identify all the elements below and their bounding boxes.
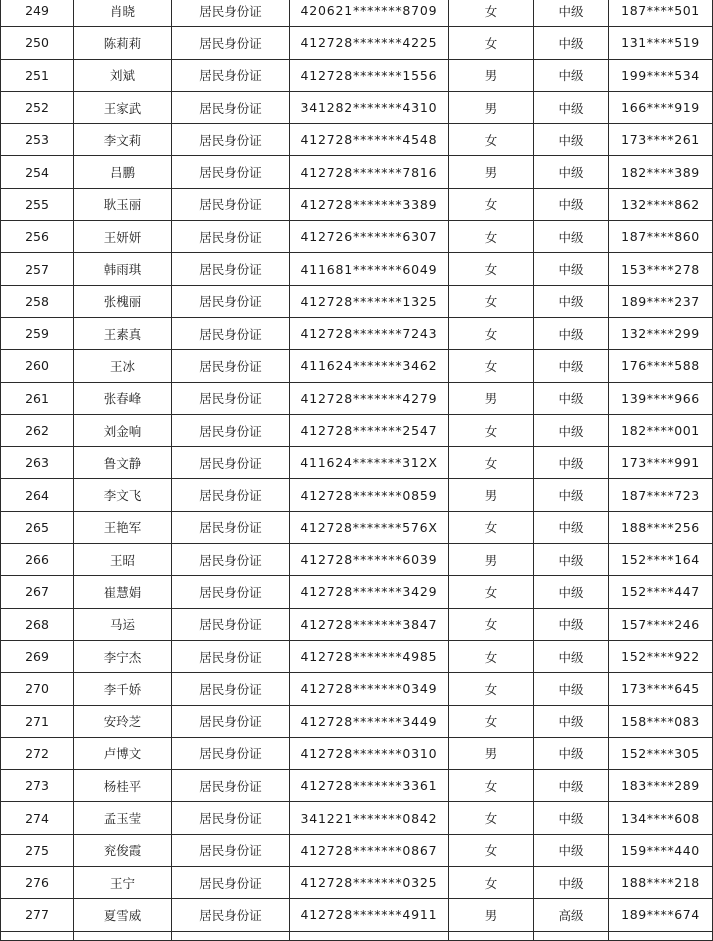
id-number: 341221*******0842 — [290, 802, 449, 834]
gender: 男 — [449, 544, 534, 576]
id-number: 420621*******8709 — [290, 0, 449, 27]
gender: 女 — [449, 0, 534, 27]
id-number: 412728*******6039 — [290, 544, 449, 576]
empty-cell — [1, 931, 74, 940]
id-type: 居民身份证 — [172, 834, 290, 866]
id-number: 412728*******1556 — [290, 59, 449, 91]
gender: 男 — [449, 382, 534, 414]
id-type: 居民身份证 — [172, 576, 290, 608]
id-type: 居民身份证 — [172, 156, 290, 188]
gender: 女 — [449, 608, 534, 640]
table-row — [1, 576, 713, 608]
table-row — [1, 802, 713, 834]
row-number: 262 — [1, 414, 74, 446]
id-type: 居民身份证 — [172, 640, 290, 672]
id-type: 居民身份证 — [172, 511, 290, 543]
table-row — [1, 834, 713, 866]
id-type: 居民身份证 — [172, 867, 290, 899]
level: 中级 — [534, 867, 609, 899]
phone-number: 199****534 — [609, 59, 713, 91]
id-number: 412728*******4279 — [290, 382, 449, 414]
id-type: 居民身份证 — [172, 124, 290, 156]
person-name: 张春峰 — [74, 382, 172, 414]
gender: 女 — [449, 770, 534, 802]
gender: 女 — [449, 285, 534, 317]
id-type: 居民身份证 — [172, 802, 290, 834]
table-row — [1, 673, 713, 705]
level: 中级 — [534, 705, 609, 737]
person-name: 张槐丽 — [74, 285, 172, 317]
empty-cell — [609, 931, 713, 940]
row-number: 253 — [1, 124, 74, 156]
id-type: 居民身份证 — [172, 899, 290, 931]
phone-number: 187****501 — [609, 0, 713, 27]
person-name: 兖俊霞 — [74, 834, 172, 866]
phone-number: 166****919 — [609, 91, 713, 123]
id-type: 居民身份证 — [172, 317, 290, 349]
id-type: 居民身份证 — [172, 350, 290, 382]
id-type: 居民身份证 — [172, 479, 290, 511]
empty-cell — [172, 931, 290, 940]
table-row — [1, 544, 713, 576]
phone-number: 189****674 — [609, 899, 713, 931]
id-number: 412728*******3389 — [290, 188, 449, 220]
gender: 女 — [449, 124, 534, 156]
id-number: 412728*******4985 — [290, 640, 449, 672]
id-number: 412728*******1325 — [290, 285, 449, 317]
phone-number: 158****083 — [609, 705, 713, 737]
gender: 女 — [449, 317, 534, 349]
level: 中级 — [534, 221, 609, 253]
id-number: 412728*******0310 — [290, 737, 449, 769]
empty-cell — [74, 931, 172, 940]
person-name: 王家武 — [74, 91, 172, 123]
level: 中级 — [534, 544, 609, 576]
row-number: 260 — [1, 350, 74, 382]
gender: 女 — [449, 27, 534, 59]
id-number: 412728*******4911 — [290, 899, 449, 931]
phone-number: 189****237 — [609, 285, 713, 317]
person-name: 崔慧娟 — [74, 576, 172, 608]
id-number: 412728*******0325 — [290, 867, 449, 899]
id-number: 411624*******312X — [290, 447, 449, 479]
phone-number: 152****447 — [609, 576, 713, 608]
row-number: 255 — [1, 188, 74, 220]
gender: 女 — [449, 221, 534, 253]
id-type: 居民身份证 — [172, 59, 290, 91]
phone-number: 157****246 — [609, 608, 713, 640]
row-number: 268 — [1, 608, 74, 640]
level: 中级 — [534, 27, 609, 59]
id-type: 居民身份证 — [172, 705, 290, 737]
gender: 男 — [449, 899, 534, 931]
gender: 男 — [449, 737, 534, 769]
gender: 女 — [449, 350, 534, 382]
id-number: 412726*******6307 — [290, 221, 449, 253]
phone-number: 187****723 — [609, 479, 713, 511]
row-number: 251 — [1, 59, 74, 91]
id-number: 411624*******3462 — [290, 350, 449, 382]
phone-number: 152****922 — [609, 640, 713, 672]
level: 中级 — [534, 285, 609, 317]
phone-number: 159****440 — [609, 834, 713, 866]
table-row — [1, 511, 713, 543]
row-number: 272 — [1, 737, 74, 769]
row-number: 261 — [1, 382, 74, 414]
person-name: 李文莉 — [74, 124, 172, 156]
gender: 女 — [449, 705, 534, 737]
row-number: 276 — [1, 867, 74, 899]
phone-number: 152****305 — [609, 737, 713, 769]
gender: 男 — [449, 479, 534, 511]
phone-number: 188****218 — [609, 867, 713, 899]
id-number: 412728*******7816 — [290, 156, 449, 188]
phone-number: 134****608 — [609, 802, 713, 834]
level: 中级 — [534, 673, 609, 705]
id-number: 341282*******4310 — [290, 91, 449, 123]
gender: 男 — [449, 156, 534, 188]
phone-number: 152****164 — [609, 544, 713, 576]
level: 中级 — [534, 59, 609, 91]
phone-number: 173****261 — [609, 124, 713, 156]
id-number: 412728*******0349 — [290, 673, 449, 705]
id-number: 412728*******2547 — [290, 414, 449, 446]
phone-number: 131****519 — [609, 27, 713, 59]
level: 中级 — [534, 479, 609, 511]
phone-number: 139****966 — [609, 382, 713, 414]
level: 中级 — [534, 156, 609, 188]
phone-number: 173****645 — [609, 673, 713, 705]
gender: 女 — [449, 253, 534, 285]
person-name: 王宁 — [74, 867, 172, 899]
level: 中级 — [534, 317, 609, 349]
row-number: 264 — [1, 479, 74, 511]
person-name: 耿玉丽 — [74, 188, 172, 220]
table-row-cutoff — [1, 931, 713, 940]
id-type: 居民身份证 — [172, 188, 290, 220]
person-name: 刘金响 — [74, 414, 172, 446]
id-type: 居民身份证 — [172, 770, 290, 802]
id-number: 412728*******576X — [290, 511, 449, 543]
id-type: 居民身份证 — [172, 673, 290, 705]
table-row — [1, 447, 713, 479]
row-number: 256 — [1, 221, 74, 253]
row-number: 269 — [1, 640, 74, 672]
row-number: 267 — [1, 576, 74, 608]
gender: 女 — [449, 834, 534, 866]
row-number: 257 — [1, 253, 74, 285]
person-name: 夏雪威 — [74, 899, 172, 931]
table-row — [1, 0, 713, 27]
id-type: 居民身份证 — [172, 447, 290, 479]
gender: 女 — [449, 447, 534, 479]
person-name: 鲁文静 — [74, 447, 172, 479]
phone-number: 182****389 — [609, 156, 713, 188]
level: 中级 — [534, 188, 609, 220]
level: 中级 — [534, 414, 609, 446]
empty-cell — [290, 931, 449, 940]
table-row — [1, 27, 713, 59]
level: 中级 — [534, 253, 609, 285]
empty-cell — [449, 931, 534, 940]
level: 中级 — [534, 802, 609, 834]
id-number: 412728*******3449 — [290, 705, 449, 737]
row-number: 250 — [1, 27, 74, 59]
id-number: 412728*******3361 — [290, 770, 449, 802]
gender: 男 — [449, 59, 534, 91]
gender: 女 — [449, 414, 534, 446]
phone-number: 173****991 — [609, 447, 713, 479]
table-row — [1, 479, 713, 511]
id-number: 412728*******3429 — [290, 576, 449, 608]
id-type: 居民身份证 — [172, 221, 290, 253]
phone-number: 132****862 — [609, 188, 713, 220]
empty-cell — [534, 931, 609, 940]
person-name: 李千娇 — [74, 673, 172, 705]
person-name: 王素真 — [74, 317, 172, 349]
level: 中级 — [534, 511, 609, 543]
row-number: 259 — [1, 317, 74, 349]
table-row — [1, 899, 713, 931]
table-row — [1, 253, 713, 285]
level: 中级 — [534, 770, 609, 802]
table-row — [1, 382, 713, 414]
id-type: 居民身份证 — [172, 414, 290, 446]
level: 中级 — [534, 124, 609, 156]
level: 中级 — [534, 737, 609, 769]
person-name: 杨桂平 — [74, 770, 172, 802]
table-row — [1, 124, 713, 156]
table-row — [1, 285, 713, 317]
id-type: 居民身份证 — [172, 737, 290, 769]
id-number: 412728*******0859 — [290, 479, 449, 511]
person-name: 王昭 — [74, 544, 172, 576]
phone-number: 188****256 — [609, 511, 713, 543]
level: 中级 — [534, 640, 609, 672]
level: 中级 — [534, 447, 609, 479]
gender: 女 — [449, 802, 534, 834]
level: 中级 — [534, 350, 609, 382]
id-type: 居民身份证 — [172, 544, 290, 576]
table-row — [1, 350, 713, 382]
row-number: 252 — [1, 91, 74, 123]
row-number: 254 — [1, 156, 74, 188]
table-row — [1, 770, 713, 802]
phone-number: 176****588 — [609, 350, 713, 382]
row-number: 273 — [1, 770, 74, 802]
table-row — [1, 414, 713, 446]
level: 高级 — [534, 899, 609, 931]
table-row — [1, 705, 713, 737]
id-number: 412728*******7243 — [290, 317, 449, 349]
person-name: 卢博文 — [74, 737, 172, 769]
gender: 女 — [449, 511, 534, 543]
table-row — [1, 221, 713, 253]
row-number: 271 — [1, 705, 74, 737]
gender: 女 — [449, 673, 534, 705]
table-row — [1, 640, 713, 672]
person-name: 王艳军 — [74, 511, 172, 543]
table-row — [1, 737, 713, 769]
row-number: 266 — [1, 544, 74, 576]
table-row — [1, 156, 713, 188]
gender: 女 — [449, 576, 534, 608]
phone-number: 153****278 — [609, 253, 713, 285]
person-name: 王妍妍 — [74, 221, 172, 253]
level: 中级 — [534, 91, 609, 123]
phone-number: 187****860 — [609, 221, 713, 253]
id-number: 412728*******4225 — [290, 27, 449, 59]
level: 中级 — [534, 382, 609, 414]
gender: 男 — [449, 91, 534, 123]
person-name: 安玲芝 — [74, 705, 172, 737]
id-number: 411681*******6049 — [290, 253, 449, 285]
id-number: 412728*******0867 — [290, 834, 449, 866]
person-name: 李文飞 — [74, 479, 172, 511]
table-row — [1, 59, 713, 91]
id-number: 412728*******3847 — [290, 608, 449, 640]
table-row — [1, 317, 713, 349]
level: 中级 — [534, 0, 609, 27]
person-name: 肖晓 — [74, 0, 172, 27]
table-row — [1, 91, 713, 123]
id-type: 居民身份证 — [172, 608, 290, 640]
gender: 女 — [449, 640, 534, 672]
person-name: 马运 — [74, 608, 172, 640]
row-number: 274 — [1, 802, 74, 834]
level: 中级 — [534, 834, 609, 866]
person-name: 李宁杰 — [74, 640, 172, 672]
roster-table-body — [1, 0, 713, 940]
person-name: 韩雨琪 — [74, 253, 172, 285]
id-type: 居民身份证 — [172, 253, 290, 285]
row-number: 277 — [1, 899, 74, 931]
level: 中级 — [534, 608, 609, 640]
row-number: 249 — [1, 0, 74, 27]
phone-number: 132****299 — [609, 317, 713, 349]
table-row — [1, 608, 713, 640]
row-number: 270 — [1, 673, 74, 705]
row-number: 275 — [1, 834, 74, 866]
id-type: 居民身份证 — [172, 27, 290, 59]
person-name: 吕鹏 — [74, 156, 172, 188]
gender: 女 — [449, 867, 534, 899]
person-name: 王冰 — [74, 350, 172, 382]
id-type: 居民身份证 — [172, 285, 290, 317]
phone-number: 183****289 — [609, 770, 713, 802]
id-type: 居民身份证 — [172, 91, 290, 123]
level: 中级 — [534, 576, 609, 608]
person-name: 孟玉莹 — [74, 802, 172, 834]
id-type: 居民身份证 — [172, 0, 290, 27]
row-number: 263 — [1, 447, 74, 479]
id-type: 居民身份证 — [172, 382, 290, 414]
person-name: 刘斌 — [74, 59, 172, 91]
table-row — [1, 188, 713, 220]
gender: 女 — [449, 188, 534, 220]
person-name: 陈莉莉 — [74, 27, 172, 59]
table-row — [1, 867, 713, 899]
row-number: 265 — [1, 511, 74, 543]
phone-number: 182****001 — [609, 414, 713, 446]
id-number: 412728*******4548 — [290, 124, 449, 156]
row-number: 258 — [1, 285, 74, 317]
